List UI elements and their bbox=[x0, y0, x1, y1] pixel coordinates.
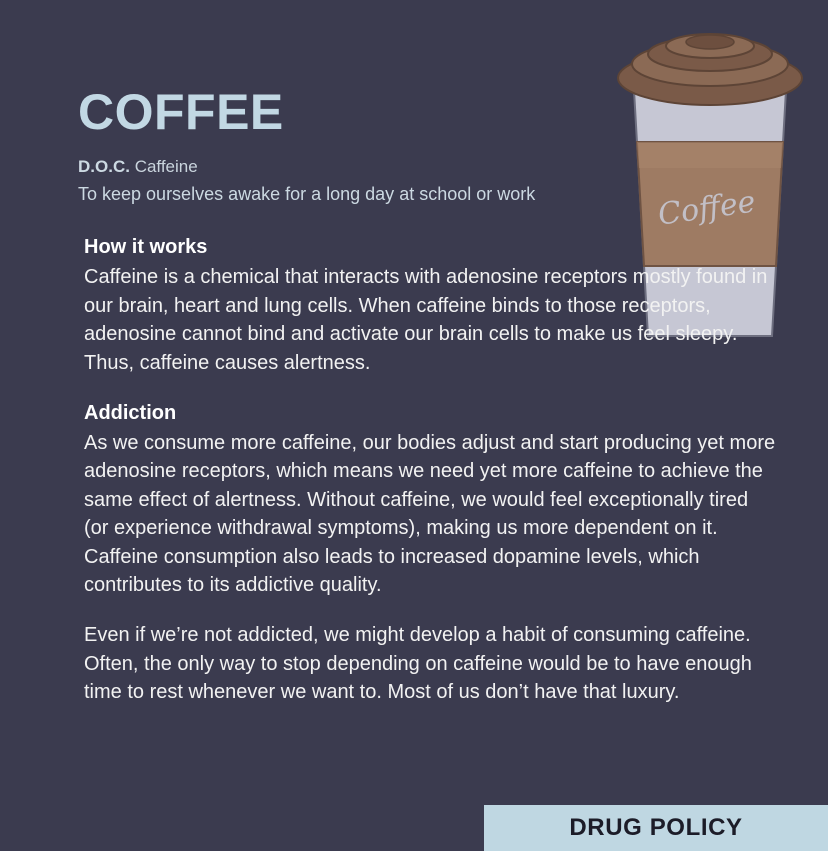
section-how-it-works bbox=[78, 233, 778, 377]
poster-content bbox=[78, 86, 778, 707]
drug-policy-banner bbox=[484, 805, 828, 851]
section-paragraph: Even if we’re not addicted, we might develop a habit of consuming caffeine. Often, the only way to stop depending on caffeine would be to have enough time to rest whenever we want to. Most of us don’t have that luxury. bbox=[84, 624, 752, 704]
section-paragraph: As we consume more caffeine, our bodies adjust and start producing yet more adenosine receptors, which means we need yet more caffeine to achieve the same effect of alertness. Without caffeine, we would feel exceptionally tired (or experience withdrawal symptoms), making us more dependent on it. Caffeine consumption also leads to increased dopamine levels, which contributes to its addictive quality. bbox=[84, 432, 776, 596]
doc-line bbox=[78, 155, 778, 179]
page-title: COFFEE bbox=[78, 84, 284, 140]
section-addiction bbox=[78, 399, 778, 707]
doc-label: D.O.C. bbox=[78, 156, 130, 176]
section-paragraph: Caffeine is a chemical that interacts with adenosine receptors mostly found in our brain, heart and lung cells. When caffeine binds to those receptors, adenosine cannot bind and activate our brain cells to make us feel sleepy. Thus, caffeine causes alertness. bbox=[84, 266, 768, 374]
section-heading: Addiction bbox=[84, 402, 177, 425]
section-heading: How it works bbox=[84, 236, 208, 259]
cup-sleeve-label: Coffee bbox=[655, 184, 758, 233]
drug-policy-label: DRUG POLICY bbox=[569, 814, 743, 841]
doc-value: Caffeine bbox=[134, 156, 198, 176]
page-subtitle: To keep ourselves awake for a long day at school or work bbox=[78, 184, 536, 205]
